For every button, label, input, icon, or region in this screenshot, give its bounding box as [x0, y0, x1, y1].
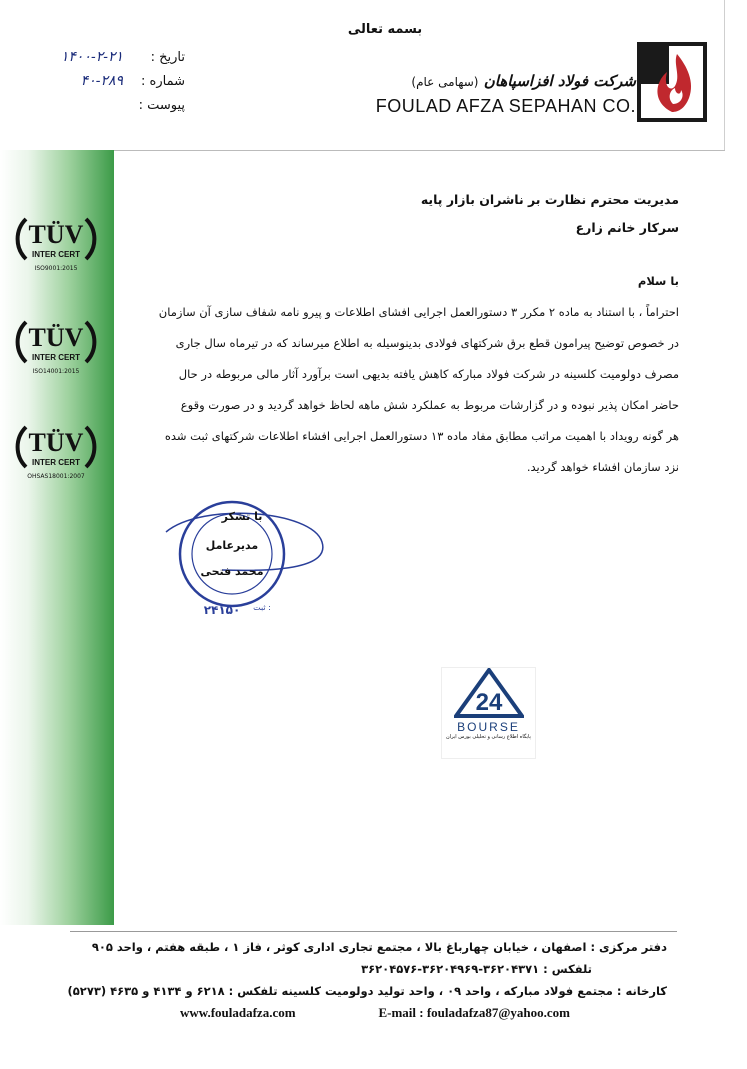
date-value: ۱۴۰۰-۲-۲۱: [60, 49, 123, 65]
website-link[interactable]: www.fouladafza.com: [180, 1005, 296, 1020]
attachment-label: پیوست :: [138, 97, 185, 113]
number-value: ۴۰-۲۸۹: [80, 73, 123, 89]
letter-body: [120, 266, 679, 483]
bourse-subtitle: پایگاه اطلاع رسانی و تحلیلی بورس ایران: [446, 734, 531, 740]
besmellah-heading: بسمه تعالی: [347, 22, 423, 37]
tuv-code: ISO9001:2015: [34, 265, 78, 272]
date-label: تاریخ :: [150, 49, 185, 65]
number-label: شماره :: [141, 73, 185, 89]
paragraph-line: هر گونه رویداد با اهمیت مراتب مطابق مفاد ماده ۱۳ دستورالعمل اجرایی افشاء اطلاعات شرکتهای ثبت شده: [164, 429, 679, 443]
date-row: [25, 45, 185, 69]
stamp-reg-label: ثبت :: [253, 603, 271, 612]
footer-contact-links: [180, 1005, 570, 1021]
paragraph-line: مصرف دولومیت کلسینه در شرکت فولاد مبارکه کاهش یافته بدیهی است برآورد آثار مالی مربوطه در حال: [178, 367, 679, 381]
recipient-line-2: سرکار خانم زارع: [575, 220, 679, 235]
recipient-block: [120, 186, 679, 242]
tuv-badge-iso14001: [8, 318, 104, 375]
greeting: با سلام: [637, 274, 679, 288]
company-type-fa: (سهامی عام): [411, 75, 479, 89]
tuv-logo-icon: [8, 423, 104, 471]
tuv-mark: TÜV: [28, 220, 84, 249]
bourse-name: BOURSE: [457, 720, 520, 734]
tuv-code: OHSAS18001:2007: [27, 473, 85, 480]
tuv-badge-ohsas18001: [8, 423, 104, 480]
company-name-en: FOULAD AFZA SEPAHAN CO.: [375, 96, 636, 116]
signature-thanks: با تشکر: [221, 510, 263, 523]
signature-name: محمد فتحی: [200, 565, 264, 578]
tuv-logo-icon: [8, 318, 104, 366]
footer-office-address: دفتر مرکزی : اصفهان ، خیابان چهارباغ بالا ، مجتمع تجاری اداری کوثر ، فاز ۱ ، طبقه هفتم ، واحد ۹۰۵: [91, 940, 667, 954]
header-divider: [114, 150, 725, 151]
company-name-fa: شرکت فولاد افزاسپاهان: [483, 72, 636, 90]
recipient-line-1: مدیریت محترم نظارت بر ناشران بازار پایه: [420, 192, 679, 207]
company-logo-icon: [637, 42, 707, 122]
attachment-row: [25, 93, 185, 117]
paragraph-line: حاضر امکان پذیر نبوده و در گزارشات مربوط به عملکرد شش ماهه لحاظ خواهد گردید و در صورت وقوع: [180, 398, 679, 412]
stamp-number: ۲۴۱۵۰: [203, 603, 241, 617]
tuv-logo-icon: [8, 215, 104, 263]
tuv-code: ISO14001:2015: [32, 368, 80, 375]
tuv-sub: INTER CERT: [32, 353, 80, 362]
paragraph-line: در خصوص توضیح پیرامون قطع برق شرکتهای فولادی بدینوسیله به اطلاع میرساند که در تیرماه سال جاری: [175, 336, 679, 350]
paragraph-line: احتراماً ، با استناد به ماده ۲ مکرر ۳ دستورالعمل اجرایی افشای اطلاعات و پیرو نامه شفاف سازی آن سازمان: [158, 305, 679, 319]
tuv-sub: INTER CERT: [32, 250, 80, 259]
footer-phone: تلفکس : ۳۶۲۰۴۳۷۱-۳۶۲۰۴۹۶۹-۳۶۲۰۴۵۷۶: [361, 962, 592, 976]
bourse-24-icon: [454, 668, 524, 720]
footer-factory-address: کارخانه : مجتمع فولاد مبارکه ، واحد ۰۹ ، واحد تولید دولومیت کلسینه تلفکس : ۶۲۱۸ و ۴۱۳۴ و ۴۶۳۵ (۵۲۷۳): [67, 984, 667, 998]
footer-divider: [70, 931, 677, 932]
tuv-mark: TÜV: [28, 323, 84, 352]
header-right-rule: [724, 0, 725, 150]
tuv-mark: TÜV: [28, 428, 84, 457]
company-name-block: [374, 72, 636, 117]
signature-title: مدیرعامل: [205, 539, 259, 552]
svg-text:24: 24: [475, 689, 502, 716]
email-link[interactable]: E-mail : fouladafza87@yahoo.com: [378, 1005, 570, 1020]
tuv-sub: INTER CERT: [32, 458, 80, 467]
paragraph-line: نزد سازمان افشاء خواهد گردید.: [526, 460, 679, 474]
tuv-badge-iso9001: [8, 215, 104, 272]
bourse-logo: [441, 667, 536, 759]
signature-stamp: [162, 492, 332, 622]
letter-meta: [25, 45, 185, 117]
number-row: [25, 69, 185, 93]
